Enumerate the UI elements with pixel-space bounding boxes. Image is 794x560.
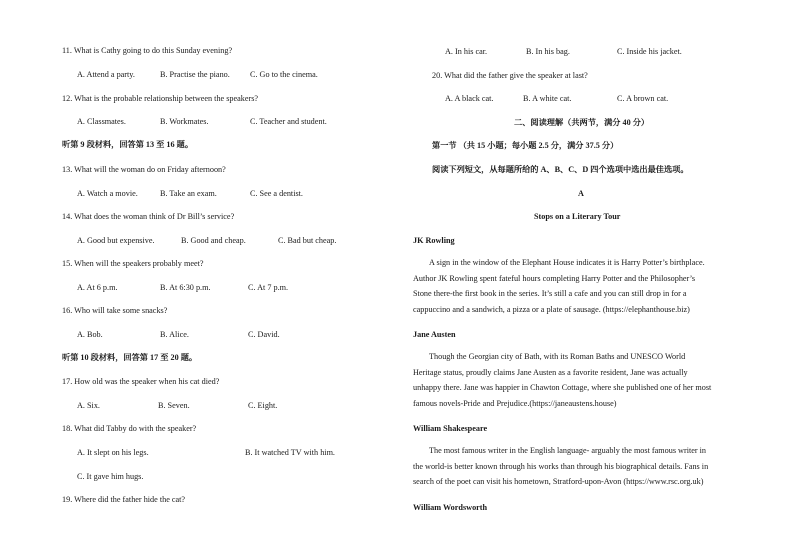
- question-19: 19. Where did the father hide the cat?: [62, 495, 186, 504]
- question-11: 11. What is Cathy going to do this Sunday evening?: [62, 46, 233, 55]
- q16-option-c: C. David.: [248, 330, 280, 339]
- q19-option-a: A. In his car.: [445, 47, 488, 56]
- paragraph-line: Stone there-the first book in the series. It’s still a cafe and you can still drop in for a: [413, 289, 687, 299]
- heading-jane-austen: Jane Austen: [413, 330, 456, 339]
- paragraph-line: unhappy there. Jane was happier in Chawton Cottage, where she published one of her most: [413, 383, 712, 393]
- paragraph-line: A sign in the window of the Elephant House indicates it is Harry Potter’s birthplace.: [429, 258, 705, 267]
- question-16: 16. Who will take some snacks?: [62, 306, 168, 315]
- paragraph-line: Heritage status, proudly claims Jane Austen as a favorite resident, Jane was actually: [413, 367, 688, 377]
- q11-option-b: B. Practise the piano.: [160, 70, 230, 79]
- q20-option-a: A. A black cat.: [445, 94, 494, 103]
- q15-option-c: C. At 7 p.m.: [248, 283, 289, 292]
- heading-william-shakespeare: William Shakespeare: [413, 424, 488, 433]
- q13-option-a: A. Watch a movie.: [77, 189, 138, 198]
- paragraph-line: the world-is better known through his works than through his biographical details. Fans in: [413, 461, 709, 471]
- q14-option-a: A. Good but expensive.: [77, 236, 155, 245]
- q15-option-a: A. At 6 p.m.: [77, 283, 118, 292]
- paragraph-jane-austen: [413, 349, 749, 411]
- section-9-heading: 听第 9 段材料，回答第 13 至 16 题。: [62, 140, 194, 149]
- q18-option-c: C. It gave him hugs.: [77, 472, 144, 481]
- q11-option-a: A. Attend a party.: [77, 70, 135, 79]
- q12-option-a: A. Classmates.: [77, 117, 126, 126]
- q20-option-c: C. A brown cat.: [617, 94, 669, 103]
- q12-option-b: B. Workmates.: [160, 117, 209, 126]
- section-1-heading: 第一节 （共 15 小题；每小题 2.5 分，满分 37.5 分）: [432, 141, 619, 150]
- q20-option-b: B. A white cat.: [523, 94, 572, 103]
- q17-option-b: B. Seven.: [158, 401, 190, 410]
- heading-jk-rowling: JK Rowling: [413, 236, 455, 245]
- q17-option-c: C. Eight.: [248, 401, 278, 410]
- q16-option-a: A. Bob.: [77, 330, 103, 339]
- question-14: 14. What does the woman think of Dr Bill’s service?: [62, 212, 235, 221]
- q19-option-b: B. In his bag.: [526, 47, 570, 56]
- question-20: 20. What did the father give the speaker at last?: [432, 71, 588, 80]
- question-13: 13. What will the woman do on Friday afternoon?: [62, 165, 226, 174]
- q18-option-a: A. It slept on his legs.: [77, 448, 149, 457]
- q14-option-c: C. Bad but cheap.: [278, 236, 337, 245]
- reading-instructions: 阅读下列短文，从每题所给的 A、B、C、D 四个选项中选出最佳选项。: [432, 165, 689, 174]
- q17-option-a: A. Six.: [77, 401, 100, 410]
- question-15: 15. When will the speakers probably meet?: [62, 259, 204, 268]
- passage-letter: A: [578, 189, 584, 198]
- heading-william-wordsworth: William Wordsworth: [413, 503, 488, 512]
- q11-option-c: C. Go to the cinema.: [250, 70, 318, 79]
- paragraph-line: search of the poet can visit his hometown, Stratford-upon-Avon (https://www.rsc.org.uk): [413, 477, 704, 487]
- part-2-heading: 二、阅读理解（共两节，满分 40 分）: [514, 118, 650, 127]
- q16-option-b: B. Alice.: [160, 330, 189, 339]
- paragraph-william-shakespeare: [413, 443, 749, 490]
- q13-option-c: C. See a dentist.: [250, 189, 303, 198]
- q15-option-b: B. At 6:30 p.m.: [160, 283, 211, 292]
- paragraph-line: The most famous writer in the English language- arguably the most famous writer in: [429, 446, 707, 455]
- paragraph-line: famous novels-Pride and Prejudice.(https://janeaustens.house): [413, 398, 617, 408]
- q18-option-b: B. It watched TV with him.: [245, 448, 335, 457]
- passage-title: Stops on a Literary Tour: [534, 212, 621, 221]
- section-10-heading: 听第 10 段材料，回答第 17 至 20 题。: [62, 353, 198, 362]
- paragraph-line: Author JK Rowling spent fateful hours completing Harry Potter and the Philosopher’s: [413, 273, 696, 283]
- question-18: 18. What did Tabby do with the speaker?: [62, 424, 197, 433]
- paragraph-line: cappuccino and a sandwich, a pizza or a plate of sausage. (https://elephanthouse.biz): [413, 304, 690, 314]
- question-12: 12. What is the probable relationship between the speakers?: [62, 94, 259, 103]
- q13-option-b: B. Take an exam.: [160, 189, 217, 198]
- paragraph-jk-rowling: [413, 255, 749, 317]
- q14-option-b: B. Good and cheap.: [181, 236, 246, 245]
- q19-option-c: C. Inside his jacket.: [617, 47, 682, 56]
- q12-option-c: C. Teacher and student.: [250, 117, 327, 126]
- paragraph-line: Though the Georgian city of Bath, with its Roman Baths and UNESCO World: [429, 352, 686, 361]
- question-17: 17. How old was the speaker when his cat died?: [62, 377, 220, 386]
